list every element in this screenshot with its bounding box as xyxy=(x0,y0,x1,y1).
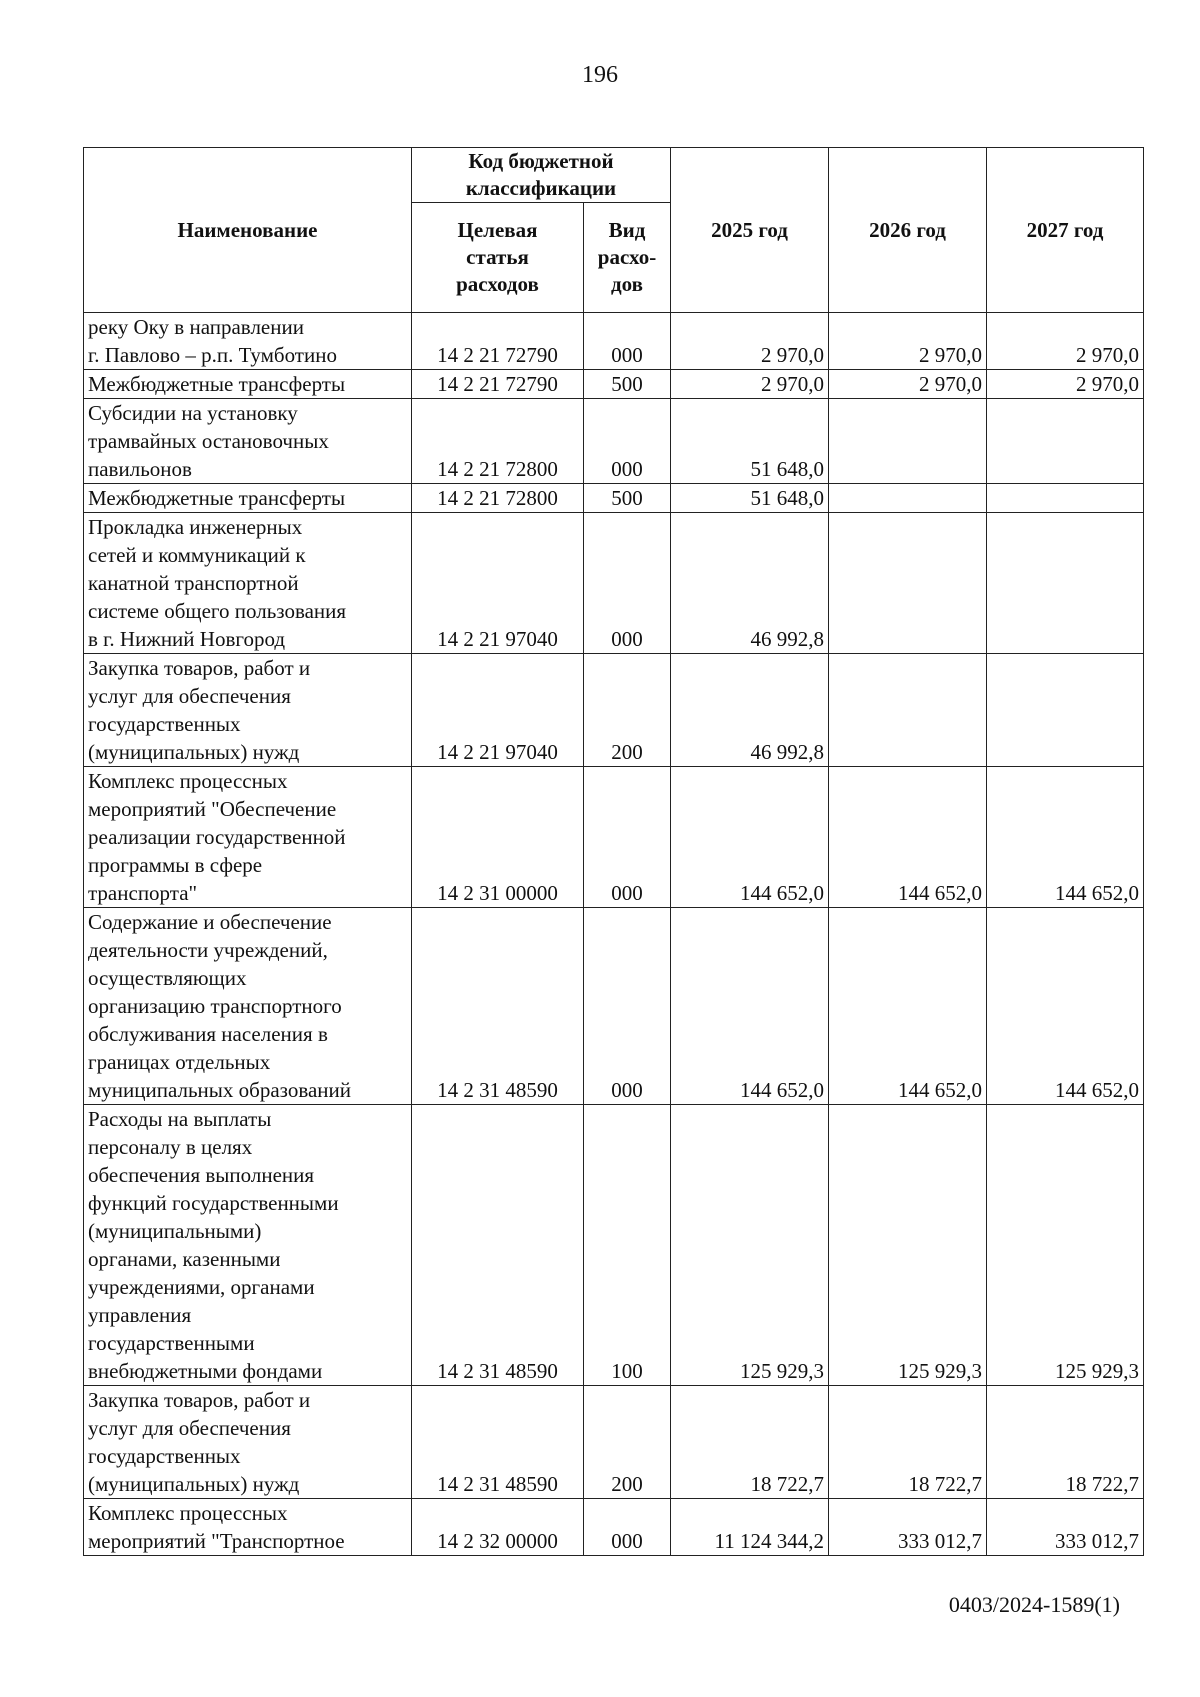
row-value-2027 xyxy=(987,513,1144,654)
row-expense-type: 500 xyxy=(584,484,671,513)
table-row xyxy=(84,370,1144,399)
row-value-2027 xyxy=(987,399,1144,484)
row-value-2025: 51 648,0 xyxy=(671,484,829,513)
row-name-line: Содержание и обеспечение xyxy=(88,910,332,934)
row-value-2026 xyxy=(829,513,987,654)
row-value-2026: 2 970,0 xyxy=(829,313,987,370)
row-value-2026: 144 652,0 xyxy=(829,767,987,908)
row-value-2027 xyxy=(987,484,1144,513)
row-value-2025: 51 648,0 xyxy=(671,399,829,484)
row-name-line: Расходы на выплаты xyxy=(88,1107,272,1131)
header-year-2025: 2025 год xyxy=(671,148,829,313)
row-name-line: деятельности учреждений, xyxy=(88,938,328,962)
row-name xyxy=(84,399,412,484)
row-name-line: мероприятий "Обеспечение xyxy=(88,797,337,821)
row-value-2025: 144 652,0 xyxy=(671,908,829,1105)
row-name-line: управления xyxy=(88,1303,192,1327)
row-name-line: Прокладка инженерных xyxy=(88,515,303,539)
row-value-2026 xyxy=(829,484,987,513)
row-value-2025: 46 992,8 xyxy=(671,654,829,767)
row-value-2025: 125 929,3 xyxy=(671,1105,829,1386)
row-value-2026: 333 012,7 xyxy=(829,1499,987,1556)
row-target-article: 14 2 31 48590 xyxy=(412,1105,584,1386)
table-header xyxy=(84,148,1144,313)
row-name-line: учреждениями, органами xyxy=(88,1275,315,1299)
table-row xyxy=(84,313,1144,370)
row-value-2027: 2 970,0 xyxy=(987,313,1144,370)
table-row xyxy=(84,513,1144,654)
row-target-article: 14 2 32 00000 xyxy=(412,1499,584,1556)
row-name-line: персоналу в целях xyxy=(88,1135,253,1159)
row-expense-type: 100 xyxy=(584,1105,671,1386)
row-target-article: 14 2 21 72790 xyxy=(412,313,584,370)
row-expense-type: 000 xyxy=(584,908,671,1105)
row-name xyxy=(84,908,412,1105)
row-expense-type: 500 xyxy=(584,370,671,399)
row-name xyxy=(84,370,412,399)
row-name-line: муниципальных образований xyxy=(88,1078,351,1102)
header-year-2027: 2027 год xyxy=(987,148,1144,313)
row-value-2025: 2 970,0 xyxy=(671,370,829,399)
row-name-line: канатной транспортной xyxy=(88,571,299,595)
row-name-line: услуг для обеспечения xyxy=(88,1416,291,1440)
row-name-line: (муниципальными) xyxy=(88,1219,262,1243)
row-name-line: Закупка товаров, работ и xyxy=(88,656,311,680)
row-name-line: обеспечения выполнения xyxy=(88,1163,315,1187)
row-value-2027: 18 722,7 xyxy=(987,1386,1144,1499)
row-name-line: Комплекс процессных xyxy=(88,769,288,793)
table-row xyxy=(84,908,1144,1105)
page-number: 196 xyxy=(582,62,618,88)
row-value-2027: 144 652,0 xyxy=(987,908,1144,1105)
row-value-2027: 144 652,0 xyxy=(987,767,1144,908)
row-value-2025: 2 970,0 xyxy=(671,313,829,370)
row-name-line: Субсидии на установку xyxy=(88,401,298,425)
row-name xyxy=(84,767,412,908)
row-value-2025: 144 652,0 xyxy=(671,767,829,908)
table-row xyxy=(84,767,1144,908)
row-target-article: 14 2 21 72800 xyxy=(412,484,584,513)
row-name-line: Межбюджетные трансферты xyxy=(88,372,346,396)
row-name-line: трамвайных остановочных xyxy=(88,429,329,453)
row-target-article: 14 2 21 97040 xyxy=(412,654,584,767)
row-value-2025: 18 722,7 xyxy=(671,1386,829,1499)
row-name-line: реализации государственной xyxy=(88,825,346,849)
row-value-2026 xyxy=(829,399,987,484)
row-expense-type: 000 xyxy=(584,313,671,370)
row-target-article: 14 2 21 72800 xyxy=(412,399,584,484)
row-name-line: Закупка товаров, работ и xyxy=(88,1388,311,1412)
row-value-2025: 46 992,8 xyxy=(671,513,829,654)
header-name: Наименование xyxy=(84,148,412,313)
row-name xyxy=(84,1105,412,1386)
row-value-2025: 11 124 344,2 xyxy=(671,1499,829,1556)
table-row xyxy=(84,1105,1144,1386)
row-value-2026: 125 929,3 xyxy=(829,1105,987,1386)
row-name-line: услуг для обеспечения xyxy=(88,684,291,708)
table-row xyxy=(84,484,1144,513)
row-target-article: 14 2 31 48590 xyxy=(412,1386,584,1499)
table-row xyxy=(84,1386,1144,1499)
row-name-line: осуществляющих xyxy=(88,966,247,990)
row-name-line: государственных xyxy=(88,1444,241,1468)
row-name-line: транспорта" xyxy=(88,881,198,905)
header-expense-type: Вид расхо-дов xyxy=(584,203,671,313)
row-name xyxy=(84,1499,412,1556)
header-year-2026: 2026 год xyxy=(829,148,987,313)
row-expense-type: 000 xyxy=(584,767,671,908)
row-value-2026: 2 970,0 xyxy=(829,370,987,399)
table-body xyxy=(84,313,1144,1556)
header-target-article: Целевая статья расходов xyxy=(412,203,584,313)
row-name-line: павильонов xyxy=(88,457,192,481)
row-name-line: в г. Нижний Новгород xyxy=(88,627,286,651)
row-value-2026 xyxy=(829,654,987,767)
row-name-line: сетей и коммуникаций к xyxy=(88,543,306,567)
row-target-article: 14 2 21 97040 xyxy=(412,513,584,654)
row-name-line: г. Павлово – р.п. Тумботино xyxy=(88,343,337,367)
row-value-2027 xyxy=(987,654,1144,767)
budget-table xyxy=(83,147,1144,1556)
row-name-line: организацию транспортного xyxy=(88,994,342,1018)
row-name xyxy=(84,313,412,370)
table-row xyxy=(84,1499,1144,1556)
row-name-line: органами, казенными xyxy=(88,1247,281,1271)
row-name xyxy=(84,1386,412,1499)
row-target-article: 14 2 31 48590 xyxy=(412,908,584,1105)
row-expense-type: 000 xyxy=(584,399,671,484)
row-name-line: функций государственными xyxy=(88,1191,339,1215)
row-target-article: 14 2 31 00000 xyxy=(412,767,584,908)
header-budget-code-group: Код бюджетной классификации xyxy=(412,148,671,203)
row-value-2027: 333 012,7 xyxy=(987,1499,1144,1556)
row-name xyxy=(84,513,412,654)
row-name-line: (муниципальных) нужд xyxy=(88,740,300,764)
row-name xyxy=(84,484,412,513)
row-name-line: государственными xyxy=(88,1331,255,1355)
row-name-line: (муниципальных) нужд xyxy=(88,1472,300,1496)
document-code: 0403/2024-1589(1) xyxy=(948,1592,1120,1617)
table-row xyxy=(84,654,1144,767)
row-name-line: программы в сфере xyxy=(88,853,263,877)
row-name-line: реку Оку в направлении xyxy=(88,315,304,339)
row-expense-type: 200 xyxy=(584,1386,671,1499)
row-expense-type: 200 xyxy=(584,654,671,767)
row-expense-type: 000 xyxy=(584,1499,671,1556)
table-row xyxy=(84,399,1144,484)
row-name-line: границах отдельных xyxy=(88,1050,271,1074)
row-value-2026: 144 652,0 xyxy=(829,908,987,1105)
row-value-2027: 2 970,0 xyxy=(987,370,1144,399)
row-value-2027: 125 929,3 xyxy=(987,1105,1144,1386)
row-name-line: Комплекс процессных xyxy=(88,1501,288,1525)
row-name-line: мероприятий "Транспортное xyxy=(88,1529,345,1553)
row-name xyxy=(84,654,412,767)
row-name-line: внебюджетными фондами xyxy=(88,1359,323,1383)
row-value-2026: 18 722,7 xyxy=(829,1386,987,1499)
row-name-line: системе общего пользования xyxy=(88,599,347,623)
row-name-line: государственных xyxy=(88,712,241,736)
row-expense-type: 000 xyxy=(584,513,671,654)
row-name-line: обслуживания населения в xyxy=(88,1022,328,1046)
row-name-line: Межбюджетные трансферты xyxy=(88,486,346,510)
row-target-article: 14 2 21 72790 xyxy=(412,370,584,399)
